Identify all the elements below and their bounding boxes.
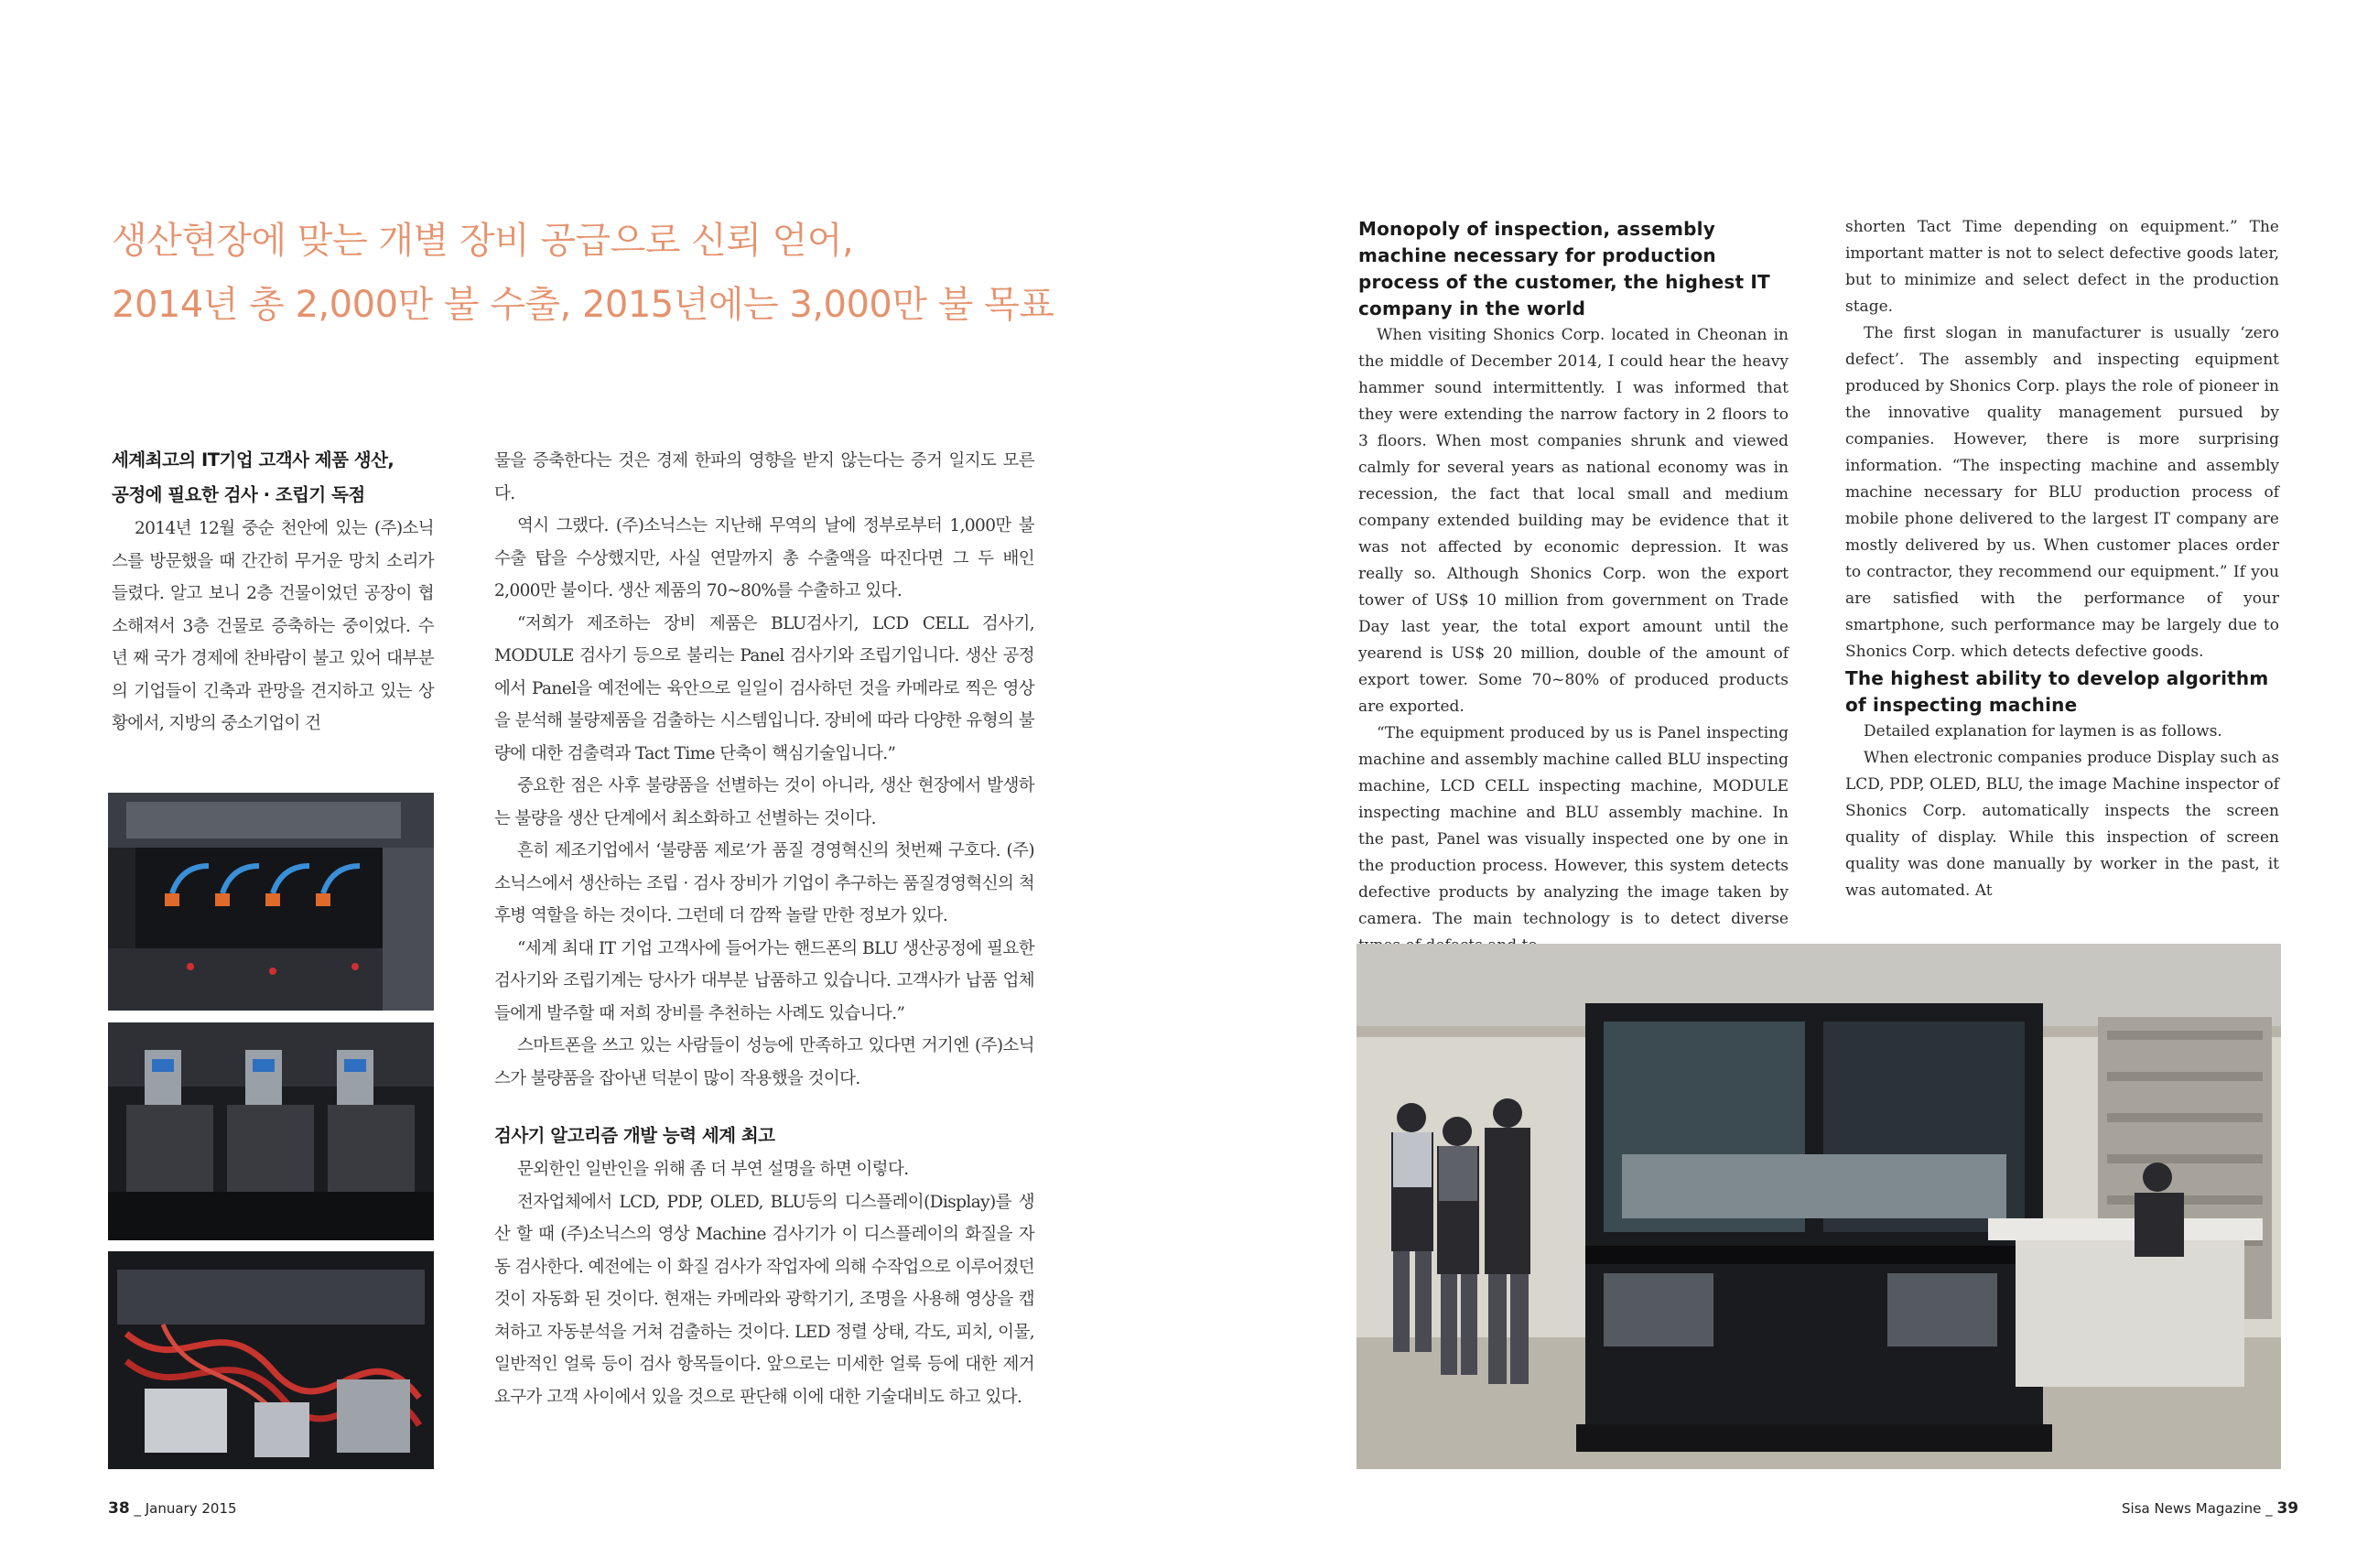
headline bbox=[112, 209, 1119, 337]
footer-left bbox=[108, 1499, 237, 1518]
footer-right bbox=[2122, 1499, 2298, 1518]
english-paragraph: shorten Tact Time depending on equipment.” The important matter is not to select defective goods later, but to minimize and select defect in the production stage. bbox=[1845, 218, 2279, 316]
english-column-2 bbox=[1845, 214, 2279, 904]
korean-paragraph: 역시 그랬다. (주)소닉스는 지난해 무역의 날에 정부로부터 1,000만 불 수출 탑을 수상했지만, 사실 연말까지 총 수출액을 따진다면 그 두 배인 2,000만 불이다. 생산 제품의 70~80%를 수출하고 있다. bbox=[494, 516, 1034, 600]
korean-heading-1-line-2: 공정에 필요한 검사 · 조립기 독점 bbox=[112, 484, 365, 505]
machine-photo-2 bbox=[108, 1022, 434, 1240]
english-heading-1: Monopoly of inspection, assembly machine necessary for production process of the customer, the highest IT company in the world bbox=[1358, 218, 1770, 319]
korean-paragraph: 흔히 제조기업에서 ‘불량품 제로’가 품질 경영혁신의 첫번째 구호다. (주)소닉스에서 생산하는 조립 · 검사 장비가 기업이 추구하는 품질경영혁신의 척후병 역할을 하는 것이다. 그런데 더 깜짝 놀랄 만한 정보가 있다. bbox=[494, 841, 1034, 925]
korean-paragraph: “세계 최대 IT 기업 고객사에 들어가는 핸드폰의 BLU 생산공정에 필요한 검사기와 조립기계는 당사가 대부분 납품하고 있습니다. 고객사가 납품 업체들에게 발주할 때 저희 장비를 추천하는 사례도 있습니다.” bbox=[494, 938, 1034, 1023]
english-paragraph: Detailed explanation for laymen is as follows. bbox=[1864, 722, 2222, 741]
headline-line-1: 생산현장에 맞는 개별 장비 공급으로 신뢰 얻어, bbox=[112, 220, 854, 262]
korean-paragraph: 2014년 12월 중순 천안에 있는 (주)소닉스를 방문했을 때 간간히 무거운 망치 소리가 들렸다. 알고 보니 2층 건물이었던 공장이 협소해져서 3층 건물로 증축하는 중이었다. 수년 째 국가 경제에 찬바람이 불고 있어 대부분의 기업들이 긴축과 관망을 견지하고 있는 상황에서, 지방의 중소기업이 건 bbox=[112, 519, 434, 733]
footer-magazine: Sisa News Magazine bbox=[2122, 1500, 2262, 1517]
english-paragraph: When visiting Shonics Corp. located in Cheonan in the middle of December 2014, I could hear the heavy hammer sound intermittently. I was informed that they were extending the narrow factory in 2 floors to 3 floors. When most companies shrunk and viewed calmly for several years as national economy was in recession, the fact that local small and medium company extended building may be evidence that it was not affected by economic depression. It was really so. Although Shonics Corp. won the export tower of US$ 10 million from government on Trade Day last year, the total export amount until the yearend is US$ 20 million, double of the amount of export tower. Some 70~80% of produced products are exported. bbox=[1358, 326, 1789, 716]
korean-heading-2: 검사기 알고리즘 개발 능력 세계 최고 bbox=[494, 1125, 775, 1146]
page-number-right: 39 bbox=[2276, 1499, 2299, 1518]
english-column-1 bbox=[1358, 216, 1789, 959]
korean-paragraph: 물을 증축한다는 것은 경제 한파의 영향을 받지 않는다는 증거 일지도 모른다. bbox=[494, 451, 1034, 503]
korean-heading-1-line-1: 세계최고의 IT기업 고객사 제품 생산, bbox=[112, 449, 395, 470]
machine-photo-3 bbox=[108, 1251, 434, 1469]
machine-photo-1 bbox=[108, 793, 434, 1011]
english-paragraph: The first slogan in manufacturer is usually ‘zero defect’. The assembly and inspecting equipment produced by Shonics Corp. plays the role of pioneer in the innovative quality management pursued by companies. However, there is more surprising information. “The inspecting machine and assembly machine necessary for BLU production process of mobile phone delivered to the largest IT company are mostly delivered by us. When customer places order to contractor, they recommend our equipment.” If you are satisfied with the performance of your smartphone, such performance may be largely due to Shonics Corp. which detects defective goods. bbox=[1845, 324, 2279, 661]
korean-paragraph: 중요한 점은 사후 불량품을 선별하는 것이 아니라, 생산 현장에서 발생하는 불량을 생산 단계에서 최소화하고 선별하는 것이다. bbox=[494, 776, 1034, 828]
factory-photo bbox=[1357, 944, 2281, 1469]
korean-paragraph: 문외한인 일반인을 위해 좀 더 부연 설명을 하면 이렇다. bbox=[517, 1160, 909, 1179]
footer-separator: _ bbox=[2265, 1500, 2273, 1517]
korean-paragraph: 전자업체에서 LCD, PDP, OLED, BLU등의 디스플레이(Display)를 생산 할 때 (주)소닉스의 영상 Machine 검사기가 이 디스플레이의 화질을 자동 검사한다. 예전에는 이 화질 검사가 작업자에 의해 수작업으로 이루어졌던 것이 자동화 된 것이다. 현재는 카메라와 광학기기, 조명을 사용해 영상을 캡쳐하고 자동분석을 거쳐 검출하는 것이다. LED 정렬 상태, 각도, 피치, 이물, 일반적인 얼룩 등이 검사 항목들이다. 앞으로는 미세한 얼룩 등에 대한 제거 요구가 고객 사이에서 있을 것으로 판단해 이에 대한 기술대비도 하고 있다. bbox=[494, 1192, 1034, 1407]
footer-issue: January 2015 bbox=[145, 1500, 237, 1517]
korean-paragraph: 스마트폰을 쓰고 있는 사람들이 성능에 만족하고 있다면 거기엔 (주)소닉스가 불량품을 잡아낸 덕분이 많이 작용했을 것이다. bbox=[494, 1036, 1034, 1088]
english-paragraph: “The equipment produced by us is Panel inspecting machine and assembly machine called BLU inspecting machine, LCD CELL inspecting machine, MODULE inspecting machine and BLU assembly machine. In the past, Panel was visually inspected one by one in the production process. However, this system detects defective products by analyzing the image taken by camera. The main technology is to detect diverse bbox=[1358, 724, 1789, 928]
english-paragraph: When electronic companies produce Display such as LCD, PDP, OLED, BLU, the image Machine inspector of Shonics Corp. automatically inspects the screen quality of display. While this inspection of screen quality was done manually by worker in the past, it was automated. At bbox=[1845, 749, 2279, 900]
footer-separator: _ bbox=[134, 1500, 141, 1517]
english-heading-2: The highest ability to develop algorithm of inspecting machine bbox=[1845, 667, 2269, 716]
korean-column-2 bbox=[494, 445, 1034, 1413]
page-number-left: 38 bbox=[108, 1499, 130, 1518]
headline-line-2: 2014년 총 2,000만 불 수출, 2015년에는 3,000만 불 목표 bbox=[112, 284, 1054, 326]
korean-paragraph: “저희가 제조하는 장비 제품은 BLU검사기, LCD CELL 검사기, MODULE 검사기 등으로 불리는 Panel 검사기와 조립기입니다. 생산 공정에서 Panel을 예전에는 육안으로 일일이 검사하던 것을 카메라로 찍은 영상을 분석해 불량제품을 검출하는 시스템입니다. 장비에 따라 다양한 유형의 불량에 대한 검출력과 Tact Time 단축이 핵심기술입니다.” bbox=[494, 613, 1034, 763]
korean-column-1 bbox=[112, 443, 434, 741]
